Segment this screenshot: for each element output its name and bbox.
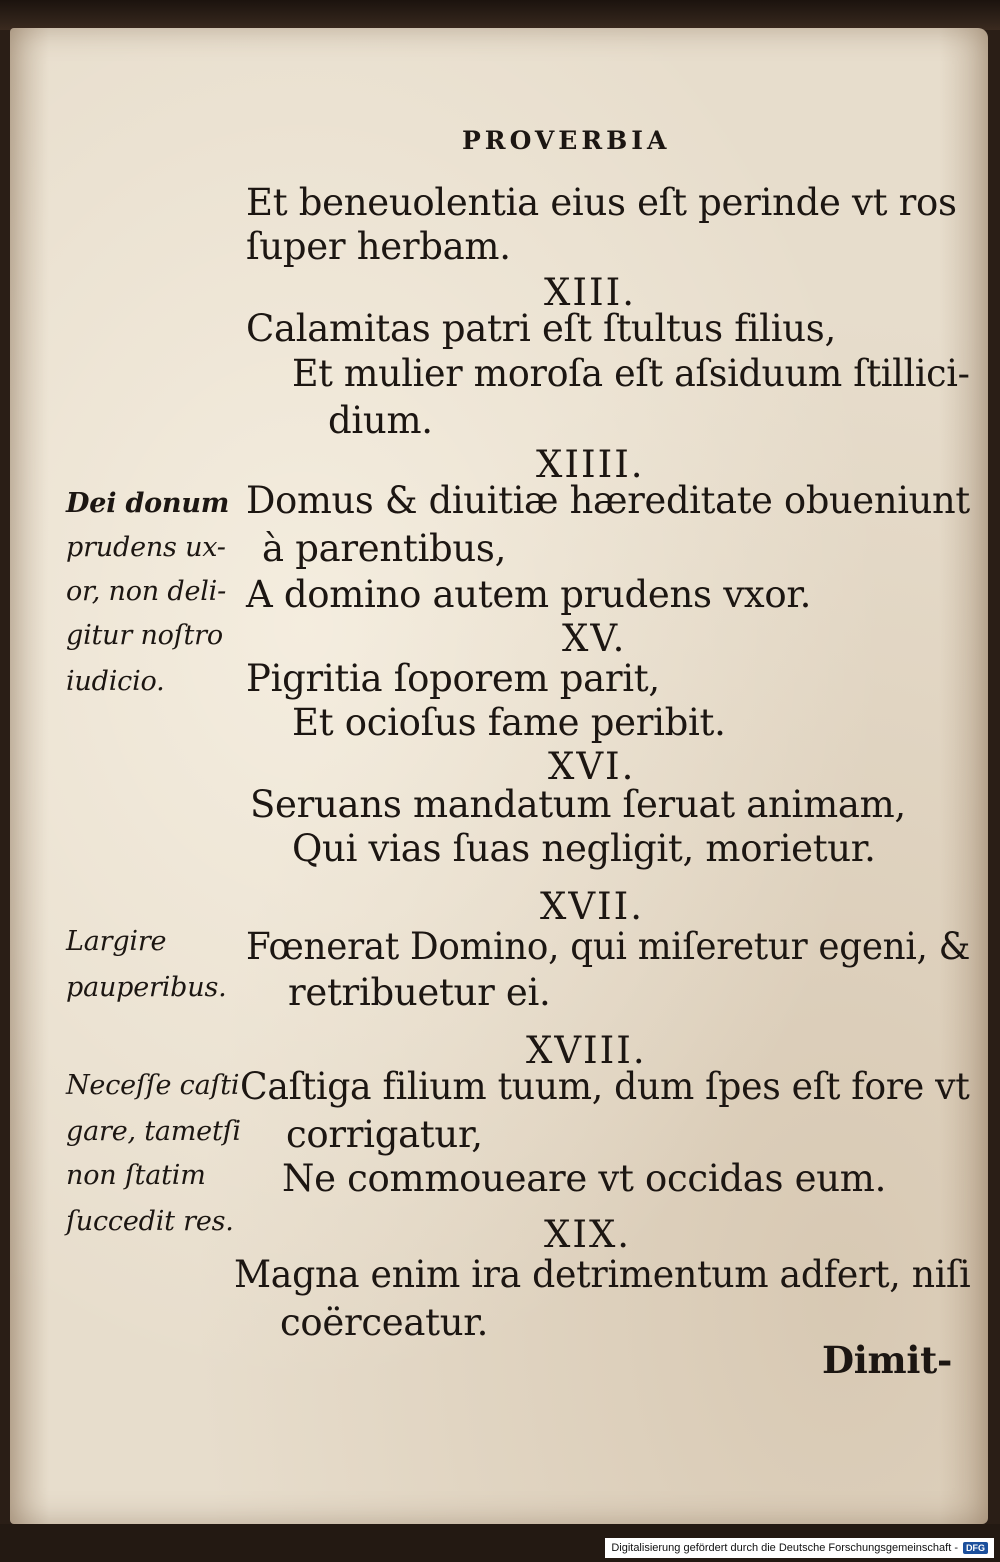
text-line: corrigatur, [286,1113,483,1156]
margin-note: gare, tametſi [66,1116,241,1147]
margin-note: Dei donum [66,488,230,519]
scan-footer-strip [0,1524,1000,1562]
margin-note: gitur noſtro [66,620,223,651]
text-line: Et beneuolentia eius eſt perinde vt ros [246,181,957,224]
text-line: Ne commoueare vt occidas eum. [282,1157,887,1200]
margin-note: ſuccedit res. [66,1206,234,1237]
margin-note: or, non deli- [66,576,227,607]
text-line: Caſtiga filium tuum, dum ſpes eſt fore vt [240,1065,970,1108]
text-line: dium. [328,399,433,442]
text-line: Magna enim ira detrimentum adfert, niſi [234,1253,971,1296]
text-line: à parentibus, [262,527,507,570]
text-line: Fœnerat Domino, qui miſeretur egeni, & [246,925,971,968]
text-line: A domino autem prudens vxor. [246,573,812,616]
catchword: Dimit- [822,1338,952,1382]
margin-note: Largire [66,926,167,957]
verse-number: XVI. [548,745,636,788]
scan-edge-top [0,0,1000,30]
verse-number: XV. [562,617,627,660]
margin-note: iudicio. [66,666,165,697]
margin-note: prudens ux- [66,532,226,563]
text-line: Et mulier moroſa eſt aſsiduum ſtillici- [292,352,970,395]
running-header: PROVERBIA [462,126,671,155]
book-page [10,28,988,1524]
margin-note: non ſtatim [66,1160,206,1191]
text-line: coërceatur. [280,1301,489,1344]
verse-number: XIX. [544,1213,632,1256]
verse-number: XVII. [540,885,645,928]
text-line: Domus & diuitiæ hæreditate obueniunt [246,479,970,522]
text-line: Pigritia ſoporem parit, [246,657,660,700]
margin-note: pauperibus. [66,972,227,1003]
digitization-credit [605,1538,994,1558]
verse-number: XIII. [544,271,636,314]
text-line: Seruans mandatum ſeruat animam, [250,783,906,826]
dfg-logo-icon: DFG [963,1542,988,1554]
credit-text: Digitalisierung gefördert durch die Deutsche Forschungsgemeinschaft - [611,1542,958,1554]
text-line: retribuetur ei. [288,971,551,1014]
text-line: ſuper herbam. [246,225,511,268]
verse-number: XVIII. [526,1029,647,1072]
margin-note: Neceſſe caſti [66,1070,240,1101]
text-line: Calamitas patri eſt ſtultus filius, [246,307,836,350]
verse-number: XIIII. [536,443,645,486]
text-line: Et ocioſus fame peribit. [292,701,726,744]
text-line: Qui vias ſuas negligit, morietur. [292,827,876,870]
